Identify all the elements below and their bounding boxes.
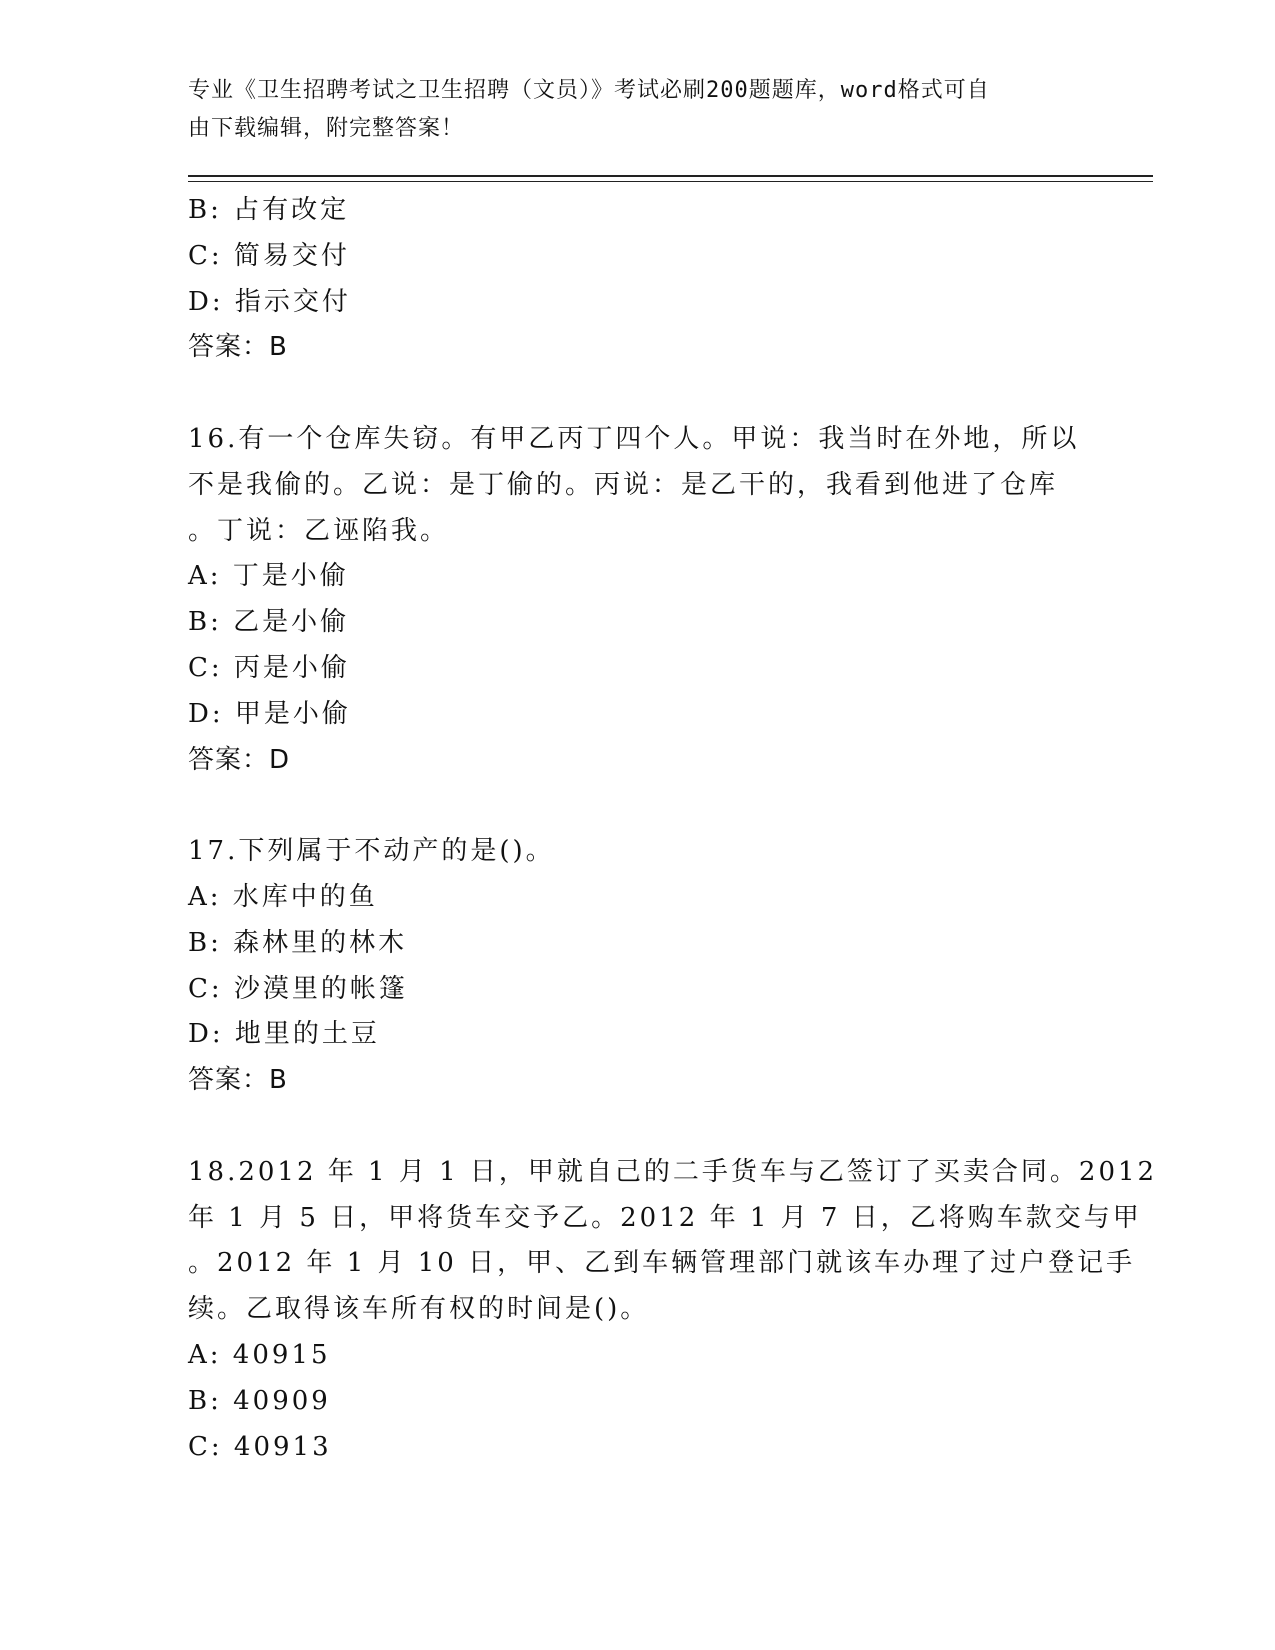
- option-a: A: 40915: [188, 1339, 331, 1370]
- option-b: B: 乙是小偷: [188, 607, 350, 638]
- header-rule-thin: [188, 181, 1153, 182]
- option-b: B: 森林里的林木: [188, 927, 408, 958]
- option-c: C: 丙是小偷: [188, 652, 350, 683]
- answer-line: 答案：B: [188, 332, 288, 363]
- document-header: [188, 72, 1088, 148]
- option-d: D: 指示交付: [188, 286, 351, 317]
- question-stem-line: 17.下列属于不动产的是()。: [188, 836, 555, 867]
- option-b: B: 占有改定: [188, 195, 350, 225]
- spacer: [188, 371, 1088, 417]
- question-stem-line: 年 1 月 5 日，甲将货车交予乙。2012 年 1 月 7 日，乙将购车款交与甲: [188, 1202, 1142, 1233]
- question-stem-line: 不是我偷的。乙说：是丁偷的。丙说：是乙干的，我看到他进了仓库: [188, 469, 1059, 500]
- option-c: C: 沙漠里的帐篷: [188, 973, 408, 1004]
- question-stem-line: 续。乙取得该车所有权的时间是()。: [188, 1294, 650, 1325]
- question-17: [188, 829, 1088, 1104]
- question-16: [188, 417, 1088, 783]
- spacer: [188, 783, 1088, 829]
- question-stem-line: 。2012 年 1 月 10 日，甲、乙到车辆管理部门就该车办理了过户登记手: [188, 1248, 1136, 1279]
- question-18: [188, 1150, 1158, 1471]
- option-c: C: 简易交付: [188, 240, 350, 271]
- answer-line: 答案：B: [188, 1065, 288, 1096]
- question-stem-line: 。丁说：乙诬陷我。: [188, 515, 450, 546]
- header-line-1: 专业《卫生招聘考试之卫生招聘（文员）》考试必刷200题题库，word格式可自: [188, 78, 990, 103]
- question-list: [188, 188, 1158, 1470]
- option-b: B: 40909: [188, 1385, 331, 1416]
- option-d: D: 地里的土豆: [188, 1019, 380, 1050]
- option-c: C: 40913: [188, 1431, 332, 1462]
- question-stem-line: 18.2012 年 1 月 1 日，甲就自己的二手货车与乙签订了买卖合同。2012: [188, 1156, 1158, 1187]
- spacer: [188, 1104, 1088, 1150]
- header-rule-thick: [188, 175, 1153, 177]
- question-15-tail: [188, 188, 1088, 371]
- option-a: A: 水库中的鱼: [188, 881, 378, 912]
- question-stem-line: 16.有一个仓库失窃。有甲乙丙丁四个人。甲说：我当时在外地，所以: [188, 423, 1080, 454]
- option-d: D: 甲是小偷: [188, 698, 351, 729]
- answer-line: 答案：D: [188, 744, 291, 775]
- header-line-2: 由下载编辑，附完整答案！: [188, 116, 465, 141]
- option-a: A: 丁是小偷: [188, 561, 349, 592]
